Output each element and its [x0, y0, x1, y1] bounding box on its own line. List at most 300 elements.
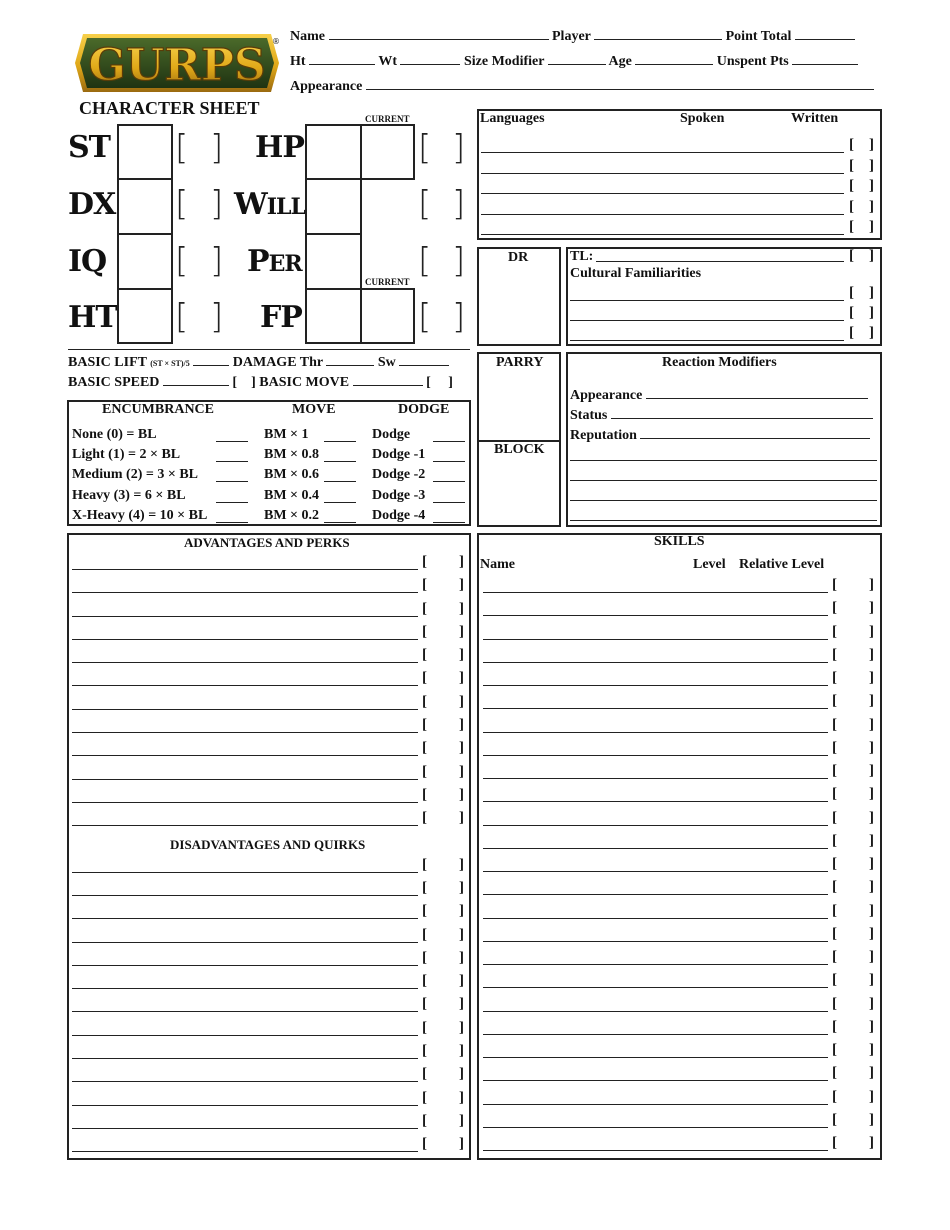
- tl-field[interactable]: [596, 261, 844, 262]
- st-value-box[interactable]: [117, 124, 173, 180]
- encumbrance-move-field[interactable]: [324, 501, 356, 503]
- language-row-line[interactable]: [481, 193, 844, 194]
- language-row-cost-open: [: [849, 137, 854, 153]
- encumbrance-level: Light (1) = 2 × BL: [72, 447, 181, 462]
- skill-row-cost-close: ]: [869, 856, 874, 872]
- disadvantage-row-cost-close: ]: [459, 1113, 464, 1129]
- skill-row[interactable]: [483, 1089, 881, 1114]
- disadvantage-row-line[interactable]: [72, 988, 418, 989]
- skill-row[interactable]: [483, 763, 881, 788]
- languages-title: Languages: [480, 111, 545, 126]
- advantage-row-cost-close: ]: [459, 554, 464, 570]
- skill-row[interactable]: [483, 670, 881, 695]
- skill-row-line[interactable]: [483, 778, 828, 779]
- advantage-row-line[interactable]: [72, 802, 418, 803]
- skill-row-cost-close: ]: [869, 879, 874, 895]
- will-cost-close: ]: [452, 184, 466, 224]
- encumbrance-weight-field[interactable]: [216, 480, 248, 482]
- skill-row-line[interactable]: [483, 592, 828, 593]
- reaction-appearance-field[interactable]: [646, 386, 868, 399]
- skill-row-line[interactable]: [483, 685, 828, 686]
- encumbrance-dodge: Dodge: [372, 427, 411, 442]
- player-field[interactable]: [594, 27, 722, 40]
- language-row-cost-open: [: [849, 199, 854, 215]
- name-label: Name: [290, 29, 325, 44]
- unspent-pts-label: Unspent Pts: [716, 54, 789, 69]
- skill-row[interactable]: [483, 740, 881, 765]
- encumbrance-dodge: Dodge -3: [372, 488, 426, 503]
- encumbrance-weight-field[interactable]: [216, 440, 248, 442]
- language-row[interactable]: [481, 219, 881, 244]
- disadvantage-row-cost-open: [: [422, 903, 427, 919]
- advantage-row-line[interactable]: [72, 616, 418, 617]
- disadvantage-row[interactable]: [72, 857, 471, 882]
- name-field[interactable]: [329, 27, 549, 40]
- skill-row-line[interactable]: [483, 1034, 828, 1035]
- advantage-row-cost-open: [: [422, 694, 427, 710]
- skill-row-line[interactable]: [483, 732, 828, 733]
- fp-current-box[interactable]: [360, 288, 415, 344]
- iq-cost-close: ]: [210, 241, 224, 281]
- reaction-status-field[interactable]: [611, 406, 873, 419]
- disadvantage-row[interactable]: [72, 903, 471, 928]
- advantage-row[interactable]: [72, 601, 471, 626]
- disadvantage-row[interactable]: [72, 1043, 471, 1068]
- cultural-row[interactable]: [570, 305, 881, 330]
- reaction-reputation-field[interactable]: [640, 426, 870, 439]
- wt-field[interactable]: [400, 52, 460, 65]
- cultural-row-line[interactable]: [570, 320, 844, 321]
- disadvantage-row-cost-close: ]: [459, 950, 464, 966]
- skill-row-cost-close: ]: [869, 1089, 874, 1105]
- advantage-row-cost-close: ]: [459, 810, 464, 826]
- size-modifier-label: Size Modifier: [463, 54, 545, 69]
- disadvantage-row-line[interactable]: [72, 1151, 418, 1152]
- skill-row-line[interactable]: [483, 708, 828, 709]
- disadvantage-row-cost-close: ]: [459, 880, 464, 896]
- attr-iq-label: IQ: [68, 244, 107, 279]
- encumbrance-move-field[interactable]: [324, 440, 356, 442]
- dx-cost-open: [: [175, 184, 189, 224]
- per-rest: ER: [268, 251, 302, 277]
- disadvantage-row-cost-close: ]: [459, 1066, 464, 1082]
- dx-cost-close: ]: [210, 184, 224, 224]
- damage-sw-field[interactable]: [399, 353, 449, 366]
- advantage-row-line[interactable]: [72, 732, 418, 733]
- skill-row[interactable]: [483, 903, 881, 928]
- advantage-row-line[interactable]: [72, 709, 418, 710]
- disadvantage-row[interactable]: [72, 1136, 471, 1161]
- disadvantage-row-cost-close: ]: [459, 927, 464, 943]
- reaction-extra-line[interactable]: [570, 499, 877, 501]
- reaction-status-label: Status: [570, 408, 608, 423]
- reaction-extra-line[interactable]: [570, 459, 877, 461]
- advantage-row-cost-open: [: [422, 601, 427, 617]
- skill-row-line[interactable]: [483, 1057, 828, 1058]
- language-row-cost-close: ]: [869, 158, 874, 174]
- language-row-cost-open: [: [849, 158, 854, 174]
- advantage-row[interactable]: [72, 577, 471, 602]
- encumbrance-weight-field[interactable]: [216, 521, 248, 523]
- disadvantage-row-line[interactable]: [72, 1128, 418, 1129]
- advantage-row[interactable]: [72, 740, 471, 765]
- basic-speed-field[interactable]: [163, 373, 229, 386]
- attr-hp-label: HP: [255, 130, 304, 165]
- attr-will-label: [234, 187, 305, 222]
- advantage-row-line[interactable]: [72, 569, 418, 570]
- encumbrance-weight-field[interactable]: [216, 460, 248, 462]
- disadvantage-row[interactable]: [72, 1020, 471, 1045]
- disadvantage-row[interactable]: [72, 973, 471, 998]
- skill-row-line[interactable]: [483, 1127, 828, 1128]
- disadvantage-row-cost-close: ]: [459, 973, 464, 989]
- skill-row-line[interactable]: [483, 1080, 828, 1081]
- advantage-row[interactable]: [72, 717, 471, 742]
- advantage-row-cost-open: [: [422, 624, 427, 640]
- basic-speed-cost-open: [: [232, 375, 238, 390]
- basic-lift-formula: (ST × ST)/5: [150, 359, 190, 368]
- tl-cost-open: [: [849, 248, 854, 264]
- disadvantage-row-cost-close: ]: [459, 1020, 464, 1036]
- skill-row-cost-close: ]: [869, 1042, 874, 1058]
- skill-row-line[interactable]: [483, 755, 828, 756]
- encumbrance-move-field[interactable]: [324, 460, 356, 462]
- basic-lift-row: [68, 353, 449, 371]
- advantage-row-cost-close: ]: [459, 647, 464, 663]
- point-total-label: Point Total: [725, 29, 792, 44]
- tl-label: TL:: [570, 249, 594, 264]
- ht-field[interactable]: [309, 52, 375, 65]
- skill-row-line[interactable]: [483, 987, 828, 988]
- advantage-row-cost-open: [: [422, 764, 427, 780]
- skill-row-cost-close: ]: [869, 1019, 874, 1035]
- reaction-reputation-label: Reputation: [570, 428, 637, 443]
- st-cost-close: ]: [210, 128, 224, 168]
- cultural-row-cost-open: [: [849, 305, 854, 321]
- basic-lift-field[interactable]: [193, 353, 229, 366]
- disadvantage-row[interactable]: [72, 950, 471, 975]
- skill-row-line[interactable]: [483, 894, 828, 895]
- block-label: BLOCK: [494, 442, 545, 457]
- hp-current-box[interactable]: [360, 124, 415, 180]
- advantage-row[interactable]: [72, 670, 471, 695]
- disadvantage-row[interactable]: [72, 927, 471, 952]
- skill-row-cost-open: [: [832, 949, 837, 965]
- skill-row-line[interactable]: [483, 871, 828, 872]
- encumbrance-level: Heavy (3) = 6 × BL: [72, 488, 186, 503]
- ht-cost-close: ]: [210, 297, 224, 337]
- age-field[interactable]: [635, 52, 713, 65]
- advantage-row-cost-close: ]: [459, 717, 464, 733]
- advantage-row-cost-close: ]: [459, 601, 464, 617]
- language-row-line[interactable]: [481, 214, 844, 215]
- advantage-row-line[interactable]: [72, 685, 418, 686]
- appearance-field[interactable]: [366, 77, 874, 90]
- skill-row-line[interactable]: [483, 1104, 828, 1105]
- dodge-header: DODGE: [398, 402, 450, 417]
- skills-relative-header: Relative Level: [739, 557, 825, 572]
- disadvantage-row-cost-open: [: [422, 973, 427, 989]
- ht-cost-open: [: [175, 297, 189, 337]
- cultural-row-line[interactable]: [570, 340, 844, 341]
- encumbrance-dodge-field[interactable]: [433, 501, 465, 503]
- skill-row-cost-close: ]: [869, 903, 874, 919]
- wt-label: Wt: [378, 54, 397, 69]
- advantage-row[interactable]: [72, 694, 471, 719]
- language-row[interactable]: [481, 199, 881, 224]
- disadvantage-row[interactable]: [72, 996, 471, 1021]
- encumbrance-move: BM × 1: [264, 427, 309, 442]
- disadvantage-row-cost-open: [: [422, 880, 427, 896]
- language-row-line[interactable]: [481, 152, 844, 153]
- disadvantage-row-cost-open: [: [422, 927, 427, 943]
- skill-row[interactable]: [483, 1065, 881, 1090]
- disadvantage-row[interactable]: [72, 880, 471, 905]
- disadvantage-row[interactable]: [72, 1066, 471, 1091]
- advantage-row[interactable]: [72, 787, 471, 812]
- disadvantage-row-line[interactable]: [72, 1011, 418, 1012]
- reaction-extra-line[interactable]: [570, 519, 877, 521]
- encumbrance-weight-field[interactable]: [216, 501, 248, 503]
- gurps-logo: [73, 30, 281, 96]
- skill-row-cost-close: ]: [869, 624, 874, 640]
- disadvantage-row-line[interactable]: [72, 872, 418, 873]
- skill-row-cost-open: [: [832, 786, 837, 802]
- skill-row-cost-open: [: [832, 763, 837, 779]
- disadvantage-row-line[interactable]: [72, 895, 418, 896]
- encumbrance-move: BM × 0.4: [264, 488, 320, 503]
- disadvantage-row[interactable]: [72, 1113, 471, 1138]
- advantages-title: ADVANTAGES AND PERKS: [184, 535, 350, 550]
- logo-text: GURPS: [88, 40, 266, 91]
- disadvantage-row-cost-open: [: [422, 857, 427, 873]
- advantage-row-cost-close: ]: [459, 740, 464, 756]
- skill-row[interactable]: [483, 856, 881, 881]
- skill-row[interactable]: [483, 577, 881, 602]
- header-row-1: [290, 27, 855, 45]
- encumbrance-move: BM × 0.2: [264, 508, 320, 523]
- advantage-row-cost-open: [: [422, 577, 427, 593]
- disadvantage-row[interactable]: [72, 1090, 471, 1115]
- skill-row-cost-open: [: [832, 903, 837, 919]
- disadvantage-row-line[interactable]: [72, 1035, 418, 1036]
- header-row-3: [290, 77, 874, 95]
- fp-current-label: CURRENT: [365, 277, 410, 287]
- encumbrance-dodge-field[interactable]: [433, 460, 465, 462]
- encumbrance-move-field[interactable]: [324, 480, 356, 482]
- encumbrance-dodge-field[interactable]: [433, 521, 465, 523]
- skill-row[interactable]: [483, 996, 881, 1021]
- will-rest: ILL: [266, 194, 305, 220]
- skill-row[interactable]: [483, 786, 881, 811]
- cultural-row[interactable]: [570, 325, 881, 350]
- skill-row[interactable]: [483, 810, 881, 835]
- encumbrance-level: Medium (2) = 3 × BL: [72, 467, 199, 482]
- skill-row[interactable]: [483, 624, 881, 649]
- sheet-subtitle: CHARACTER SHEET: [79, 98, 260, 118]
- dx-value-box[interactable]: [117, 178, 173, 235]
- disadvantage-row-cost-close: ]: [459, 1043, 464, 1059]
- advantage-row-cost-open: [: [422, 810, 427, 826]
- skill-row-cost-open: [: [832, 717, 837, 733]
- dr-label: DR: [508, 250, 529, 265]
- advantage-row-line[interactable]: [72, 825, 418, 826]
- disadvantage-row-cost-close: ]: [459, 996, 464, 1012]
- skill-row[interactable]: [483, 833, 881, 858]
- skill-row-cost-close: ]: [869, 740, 874, 756]
- skill-row-cost-open: [: [832, 1135, 837, 1151]
- advantage-row[interactable]: [72, 554, 471, 579]
- encumbrance-move: BM × 0.8: [264, 447, 320, 462]
- reaction-modifiers-title: Reaction Modifiers: [662, 355, 777, 370]
- fp-value-box[interactable]: [305, 288, 362, 344]
- disadvantage-row-line[interactable]: [72, 942, 418, 943]
- language-row-line[interactable]: [481, 173, 844, 174]
- cultural-row-line[interactable]: [570, 300, 844, 301]
- skill-row-cost-open: [: [832, 577, 837, 593]
- skill-row-cost-close: ]: [869, 1135, 874, 1151]
- ht-value-box[interactable]: [117, 288, 173, 344]
- basic-move-label: BASIC MOVE: [259, 375, 350, 390]
- basic-move-field[interactable]: [353, 373, 423, 386]
- skill-row-line[interactable]: [483, 941, 828, 942]
- advantage-row-cost-open: [: [422, 647, 427, 663]
- disadvantage-row-line[interactable]: [72, 965, 418, 966]
- disadvantage-row-cost-open: [: [422, 996, 427, 1012]
- basic-speed-label: BASIC SPEED: [68, 375, 160, 390]
- advantage-row-cost-open: [: [422, 670, 427, 686]
- skill-row[interactable]: [483, 949, 881, 974]
- reaction-appearance-label: Appearance: [570, 388, 643, 403]
- advantage-row[interactable]: [72, 764, 471, 789]
- skill-row-cost-open: [: [832, 856, 837, 872]
- skill-row-cost-close: ]: [869, 647, 874, 663]
- advantage-row[interactable]: [72, 647, 471, 672]
- encumbrance-move-field[interactable]: [324, 521, 356, 523]
- skill-row-cost-close: ]: [869, 810, 874, 826]
- advantage-row-line[interactable]: [72, 639, 418, 640]
- attr-fp-label: FP: [260, 300, 302, 335]
- damage-thr-field[interactable]: [326, 353, 374, 366]
- skill-row[interactable]: [483, 600, 881, 625]
- advantage-row-cost-close: ]: [459, 670, 464, 686]
- cultural-row-cost-open: [: [849, 325, 854, 341]
- skill-row-line[interactable]: [483, 662, 828, 663]
- reaction-extra-line[interactable]: [570, 479, 877, 481]
- unspent-pts-field[interactable]: [792, 52, 858, 65]
- skill-row[interactable]: [483, 1112, 881, 1137]
- skills-title: SKILLS: [654, 534, 705, 549]
- per-cost-open: [: [418, 241, 432, 281]
- advantage-row-cost-close: ]: [459, 694, 464, 710]
- advantage-row[interactable]: [72, 810, 471, 835]
- skill-row-line[interactable]: [483, 801, 828, 802]
- skill-row-line[interactable]: [483, 639, 828, 640]
- will-value-box[interactable]: [305, 178, 362, 235]
- language-row-cost-close: ]: [869, 219, 874, 235]
- language-row[interactable]: [481, 158, 881, 183]
- skill-row-line[interactable]: [483, 615, 828, 616]
- skill-row-cost-close: ]: [869, 717, 874, 733]
- skill-row[interactable]: [483, 647, 881, 672]
- disadvantage-row-cost-close: ]: [459, 903, 464, 919]
- age-label: Age: [608, 54, 632, 69]
- skill-row-line[interactable]: [483, 918, 828, 919]
- per-value-box[interactable]: [305, 233, 362, 290]
- skill-row[interactable]: [483, 879, 881, 904]
- skill-row-cost-open: [: [832, 972, 837, 988]
- advantage-row-line[interactable]: [72, 779, 418, 780]
- fp-cost-close: ]: [452, 297, 466, 337]
- advantage-row-line[interactable]: [72, 592, 418, 593]
- skill-row-cost-close: ]: [869, 693, 874, 709]
- language-row-cost-close: ]: [869, 137, 874, 153]
- skill-row[interactable]: [483, 693, 881, 718]
- disadvantage-row-cost-open: [: [422, 1090, 427, 1106]
- basic-speed-cost-close: ]: [251, 375, 256, 390]
- advantage-row-line[interactable]: [72, 755, 418, 756]
- skill-row-line[interactable]: [483, 848, 828, 849]
- advantage-row-cost-open: [: [422, 717, 427, 733]
- language-row[interactable]: [481, 178, 881, 203]
- skill-row[interactable]: [483, 717, 881, 742]
- disadvantage-row-line[interactable]: [72, 1081, 418, 1082]
- encumbrance-header: ENCUMBRANCE: [102, 402, 214, 417]
- disadvantage-row-line[interactable]: [72, 1058, 418, 1059]
- disadvantages-title: DISADVANTAGES AND QUIRKS: [170, 837, 366, 852]
- basic-move-cost-close: ]: [448, 375, 453, 390]
- skill-row-cost-open: [: [832, 693, 837, 709]
- encumbrance-dodge-field[interactable]: [433, 440, 465, 442]
- attr-st-label: ST: [68, 130, 110, 165]
- basic-move-cost-open: [: [426, 375, 431, 390]
- language-row-line[interactable]: [481, 234, 844, 235]
- skill-row-line[interactable]: [483, 825, 828, 826]
- skill-row-line[interactable]: [483, 1011, 828, 1012]
- skill-row-cost-open: [: [832, 740, 837, 756]
- skill-row[interactable]: [483, 1135, 881, 1160]
- encumbrance-dodge: Dodge -4: [372, 508, 426, 523]
- size-modifier-field[interactable]: [548, 52, 606, 65]
- advantage-row[interactable]: [72, 624, 471, 649]
- skill-row[interactable]: [483, 972, 881, 997]
- skill-row-line[interactable]: [483, 1150, 828, 1151]
- encumbrance-dodge-field[interactable]: [433, 480, 465, 482]
- hp-cost-open: [: [418, 128, 432, 168]
- point-total-field[interactable]: [795, 27, 855, 40]
- iq-value-box[interactable]: [117, 233, 173, 290]
- disadvantage-row-cost-open: [: [422, 950, 427, 966]
- advantage-row-cost-open: [: [422, 554, 427, 570]
- skill-row-cost-open: [: [832, 670, 837, 686]
- skill-row-cost-close: ]: [869, 786, 874, 802]
- language-row-cost-open: [: [849, 219, 854, 235]
- skill-row-line[interactable]: [483, 964, 828, 965]
- disadvantage-row-cost-close: ]: [459, 857, 464, 873]
- skill-row[interactable]: [483, 926, 881, 951]
- disadvantage-row-line[interactable]: [72, 918, 418, 919]
- language-row[interactable]: [481, 137, 881, 162]
- hp-value-box[interactable]: [305, 124, 362, 180]
- advantage-row-line[interactable]: [72, 662, 418, 663]
- disadvantage-row-line[interactable]: [72, 1105, 418, 1106]
- skill-row-cost-open: [: [832, 1042, 837, 1058]
- skill-row[interactable]: [483, 1042, 881, 1067]
- skill-row[interactable]: [483, 1019, 881, 1044]
- advantage-row-cost-close: ]: [459, 577, 464, 593]
- cultural-row[interactable]: [570, 285, 881, 310]
- skill-row-cost-close: ]: [869, 577, 874, 593]
